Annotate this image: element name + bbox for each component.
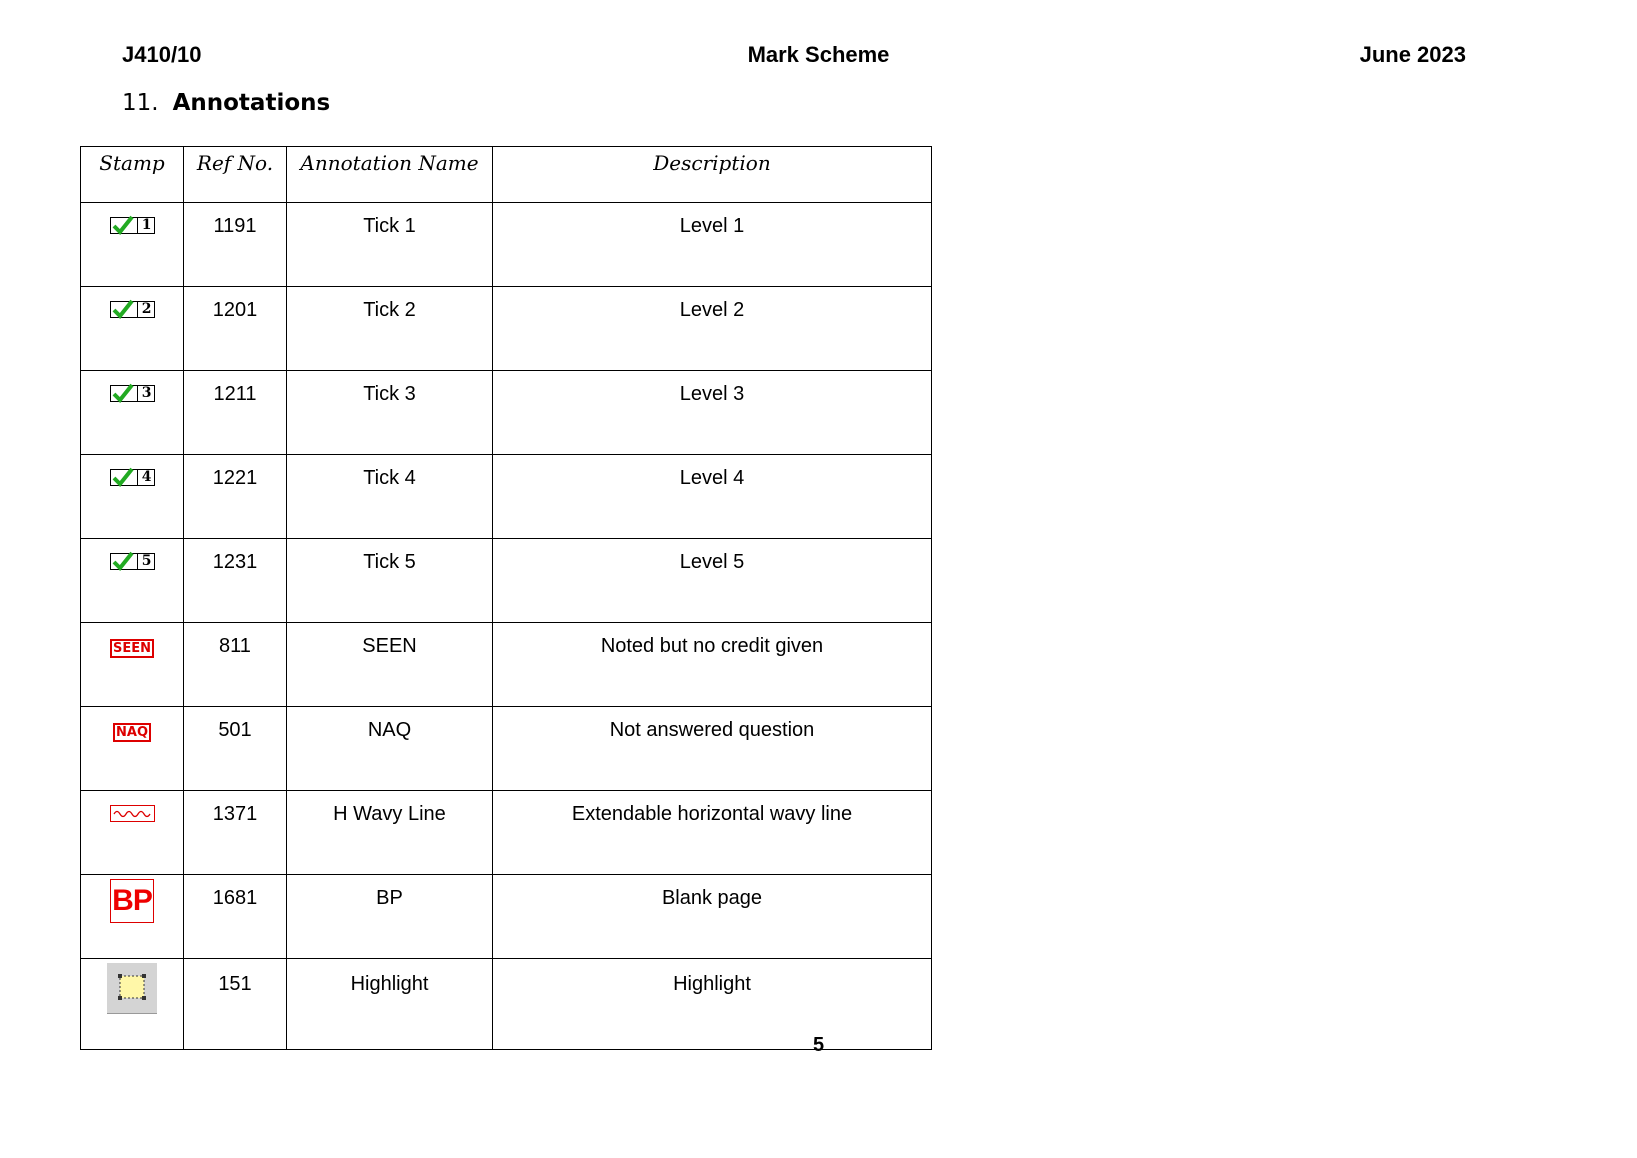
document-code: J410/10 [122, 42, 202, 67]
wavy-line-icon [110, 805, 155, 822]
table-row [81, 623, 932, 707]
page-number: 5 [812, 1034, 825, 1056]
description-cell: Extendable horizontal wavy line [493, 791, 932, 875]
tick-level-label: 4 [137, 469, 152, 486]
tick-2-icon [110, 301, 155, 318]
name-cell: Tick 4 [287, 455, 493, 539]
tick-5-icon [110, 553, 155, 570]
table-row [81, 371, 932, 455]
ref-cell: 811 [184, 623, 287, 707]
ref-cell: 1191 [184, 203, 287, 287]
stamp-cell [81, 203, 184, 287]
description-cell: Highlight [493, 959, 932, 1050]
name-cell: BP [287, 875, 493, 959]
tick-3-icon [110, 385, 155, 402]
highlight-icon [107, 963, 157, 1014]
annotations-table [80, 146, 932, 1050]
table-row [81, 287, 932, 371]
name-cell: Tick 3 [287, 371, 493, 455]
tick-level-label: 5 [137, 553, 152, 570]
ref-cell: 1681 [184, 875, 287, 959]
name-cell: Tick 5 [287, 539, 493, 623]
column-header-name: Annotation Name [287, 147, 493, 203]
name-cell: H Wavy Line [287, 791, 493, 875]
ref-cell: 1211 [184, 371, 287, 455]
table-row [81, 539, 932, 623]
name-cell: Highlight [287, 959, 493, 1050]
stamp-cell [81, 707, 184, 791]
stamp-cell [81, 539, 184, 623]
column-header-description: Description [493, 147, 932, 203]
name-cell: SEEN [287, 623, 493, 707]
section-heading [122, 90, 330, 116]
ref-cell: 1371 [184, 791, 287, 875]
stamp-cell [81, 875, 184, 959]
table-row [81, 791, 932, 875]
table-row [81, 875, 932, 959]
description-cell: Not answered question [493, 707, 932, 791]
tick-level-label: 3 [137, 385, 152, 402]
tick-level-label: 1 [137, 217, 152, 234]
table-row [81, 707, 932, 791]
description-cell: Level 5 [493, 539, 932, 623]
ref-cell: 1201 [184, 287, 287, 371]
stamp-cell [81, 455, 184, 539]
seen-icon: SEEN [110, 639, 154, 658]
description-cell: Level 3 [493, 371, 932, 455]
table-row [81, 203, 932, 287]
ref-cell: 151 [184, 959, 287, 1050]
name-cell: Tick 2 [287, 287, 493, 371]
stamp-cell [81, 287, 184, 371]
tick-1-icon [110, 217, 155, 234]
table-header-row [81, 147, 932, 203]
description-cell: Blank page [493, 875, 932, 959]
stamp-cell [81, 623, 184, 707]
stamp-cell [81, 371, 184, 455]
tick-level-label: 2 [137, 301, 152, 318]
document-date: June 2023 [1359, 42, 1466, 67]
name-cell: Tick 1 [287, 203, 493, 287]
ref-cell: 501 [184, 707, 287, 791]
name-cell: NAQ [287, 707, 493, 791]
tick-4-icon [110, 469, 155, 486]
stamp-cell [81, 791, 184, 875]
document-title: Mark Scheme [747, 42, 890, 67]
table-row [81, 455, 932, 539]
section-number: 11. [122, 90, 159, 116]
section-title: Annotations [172, 90, 331, 116]
description-cell: Level 2 [493, 287, 932, 371]
bp-icon: BP [110, 879, 154, 923]
ref-cell: 1231 [184, 539, 287, 623]
description-cell: Level 1 [493, 203, 932, 287]
description-cell: Noted but no credit given [493, 623, 932, 707]
ref-cell: 1221 [184, 455, 287, 539]
column-header-ref: Ref No. [184, 147, 287, 203]
description-cell: Level 4 [493, 455, 932, 539]
naq-icon: NAQ [113, 723, 151, 742]
column-header-stamp: Stamp [81, 147, 184, 203]
